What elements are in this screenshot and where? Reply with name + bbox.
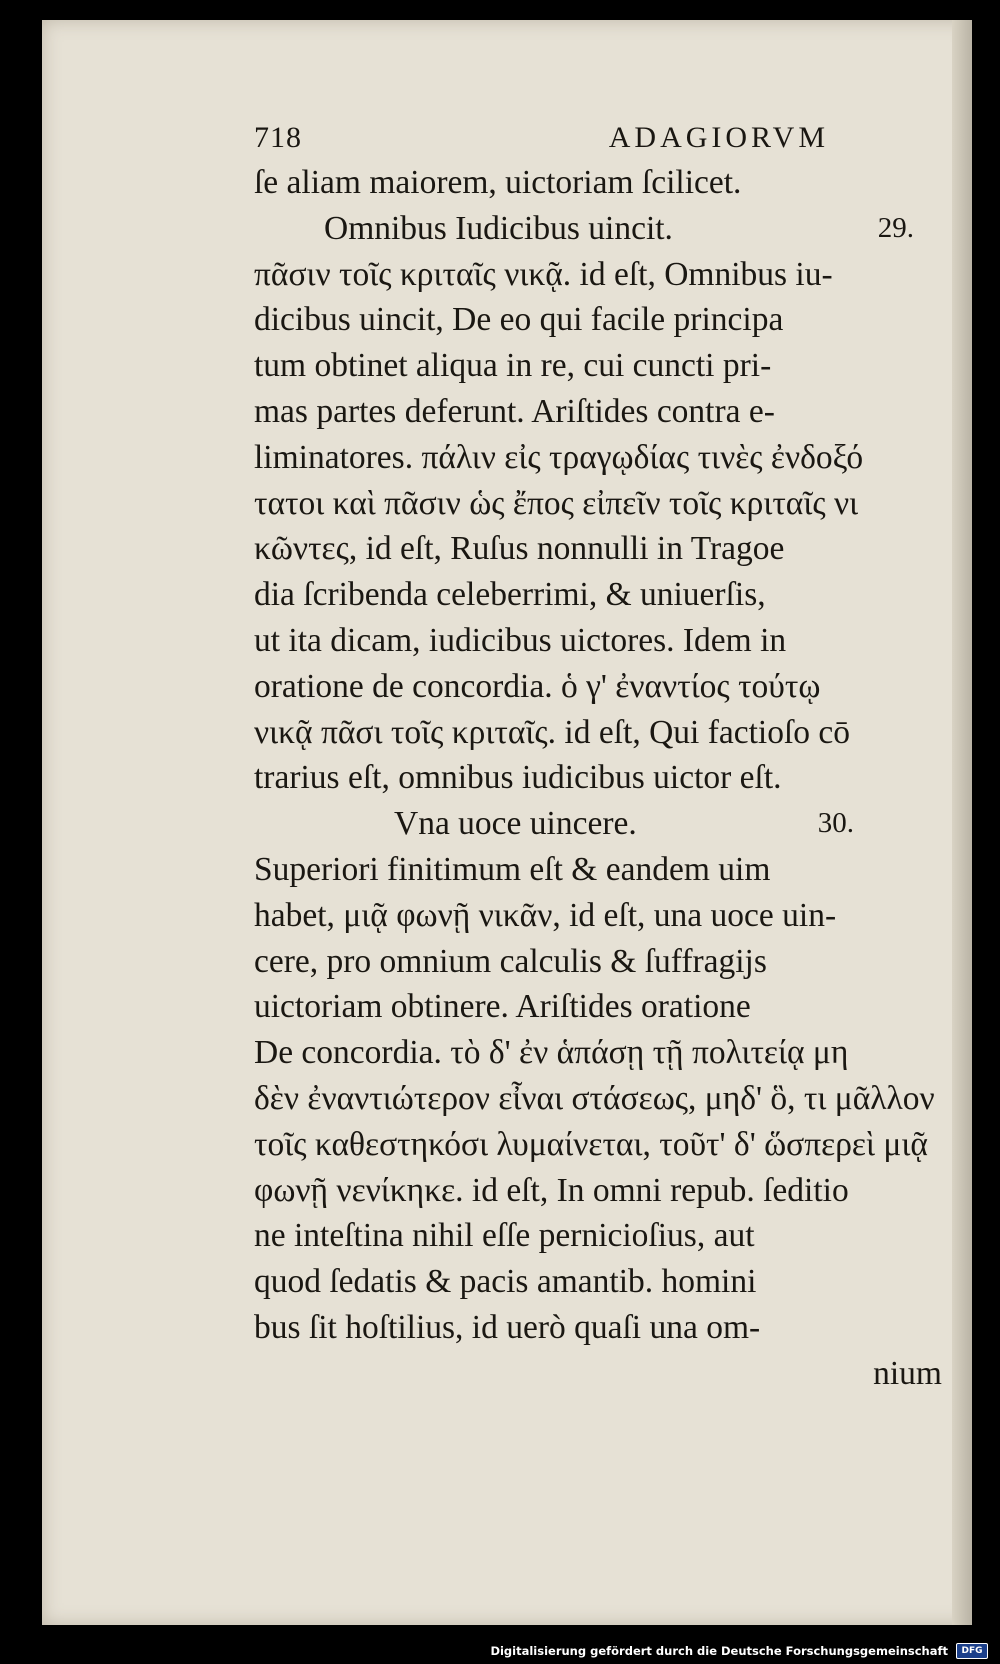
- text-line: mas partes deferunt. Ariſtides contra e-: [254, 392, 775, 430]
- text-line: κῶντες, id eſt, Ruſus nonnulli in Tragoe: [254, 530, 785, 568]
- text-line: ne inteſtina nihil eſſe pernicioſius, aut: [254, 1217, 755, 1255]
- funding-notice: Digitalisierung gefördert durch die Deutsche Forschungsgemeinschaft: [490, 1644, 948, 1658]
- adage-heading-29: [254, 206, 944, 252]
- adage-title: Vna uoce uincere.: [394, 805, 637, 843]
- adage-title: Omnibus Iudicibus uincit.: [324, 209, 673, 247]
- text-line: tum obtinet aliqua in re, cui cuncti pri-: [254, 347, 772, 385]
- text-line: bus ſit hoſtilius, id uerò quaſi una om-: [254, 1308, 761, 1346]
- catchword: nium: [873, 1354, 942, 1392]
- text-line: πᾶσιν τοῖς κριταῖς νικᾷ. id eſt, Omnibus iu-: [254, 255, 833, 293]
- adage-number: 29.: [877, 211, 914, 244]
- text-line: δὲν ἐναντιώτερον εἶναι στάσεως, μηδ' ὃ, τι μᾶλλον: [254, 1079, 935, 1117]
- text-line: φωνῇ νενίκηκε. id eſt, In omni repub. ſeditio: [254, 1171, 849, 1209]
- text-line: habet, μιᾷ φωνῇ νικᾶν, id eſt, una uoce uin-: [254, 896, 837, 934]
- text-line: τοῖς καθεστηκόσι λυμαίνεται, τοῦτ' δ' ὥσπερεὶ μιᾷ: [254, 1125, 928, 1163]
- dfg-logo-icon: DFG: [956, 1643, 988, 1659]
- text-line: cere, pro omnium calculis & ſuffragijs: [254, 942, 767, 980]
- page-number: 718: [254, 121, 302, 154]
- text-line: dicibus uincit, De eo qui facile principa: [254, 301, 784, 339]
- text-line: oratione de concordia. ὁ γ' ἐναντίος τούτῳ: [254, 667, 821, 705]
- text-line: ut ita dicam, iudicibus uictores. Idem in: [254, 621, 787, 659]
- page-header: [254, 118, 944, 158]
- text-line: τατοι καὶ πᾶσιν ὡς ἔπος εἰπεῖν τοῖς κριταῖς νι: [254, 484, 859, 522]
- text-line: Superiori finitimum eſt & eandem uim: [254, 850, 771, 888]
- text-block: [254, 118, 944, 1397]
- text-line: uictoriam obtinere. Ariſtides oratione: [254, 988, 751, 1026]
- footer-bar: [0, 1638, 1000, 1664]
- text-line: trarius eſt, omnibus iudicibus uictor eſt.: [254, 759, 782, 797]
- page-gutter: [952, 20, 972, 1625]
- book-page: [42, 20, 972, 1625]
- running-head: ADAGIORVM: [608, 121, 829, 154]
- adage-heading-30: [254, 801, 944, 847]
- text-line: quod ſedatis & pacis amantib. homini: [254, 1263, 757, 1301]
- text-line: dia ſcribenda celeberrimi, & uniuerſis,: [254, 576, 766, 614]
- text-line: νικᾷ πᾶσι τοῖς κριταῖς. id eſt, Qui factioſo cō: [254, 713, 850, 751]
- adage-number: 30.: [817, 807, 854, 840]
- text-line: ſe aliam maiorem, uictoriam ſcilicet.: [254, 164, 742, 201]
- text-line: De concordia. τὸ δ' ἐν ἁπάσῃ τῇ πολιτείᾳ μη: [254, 1034, 849, 1072]
- text-line: liminatores. πάλιν εἰς τραγῳδίας τινὲς ἐνδοξό: [254, 438, 864, 476]
